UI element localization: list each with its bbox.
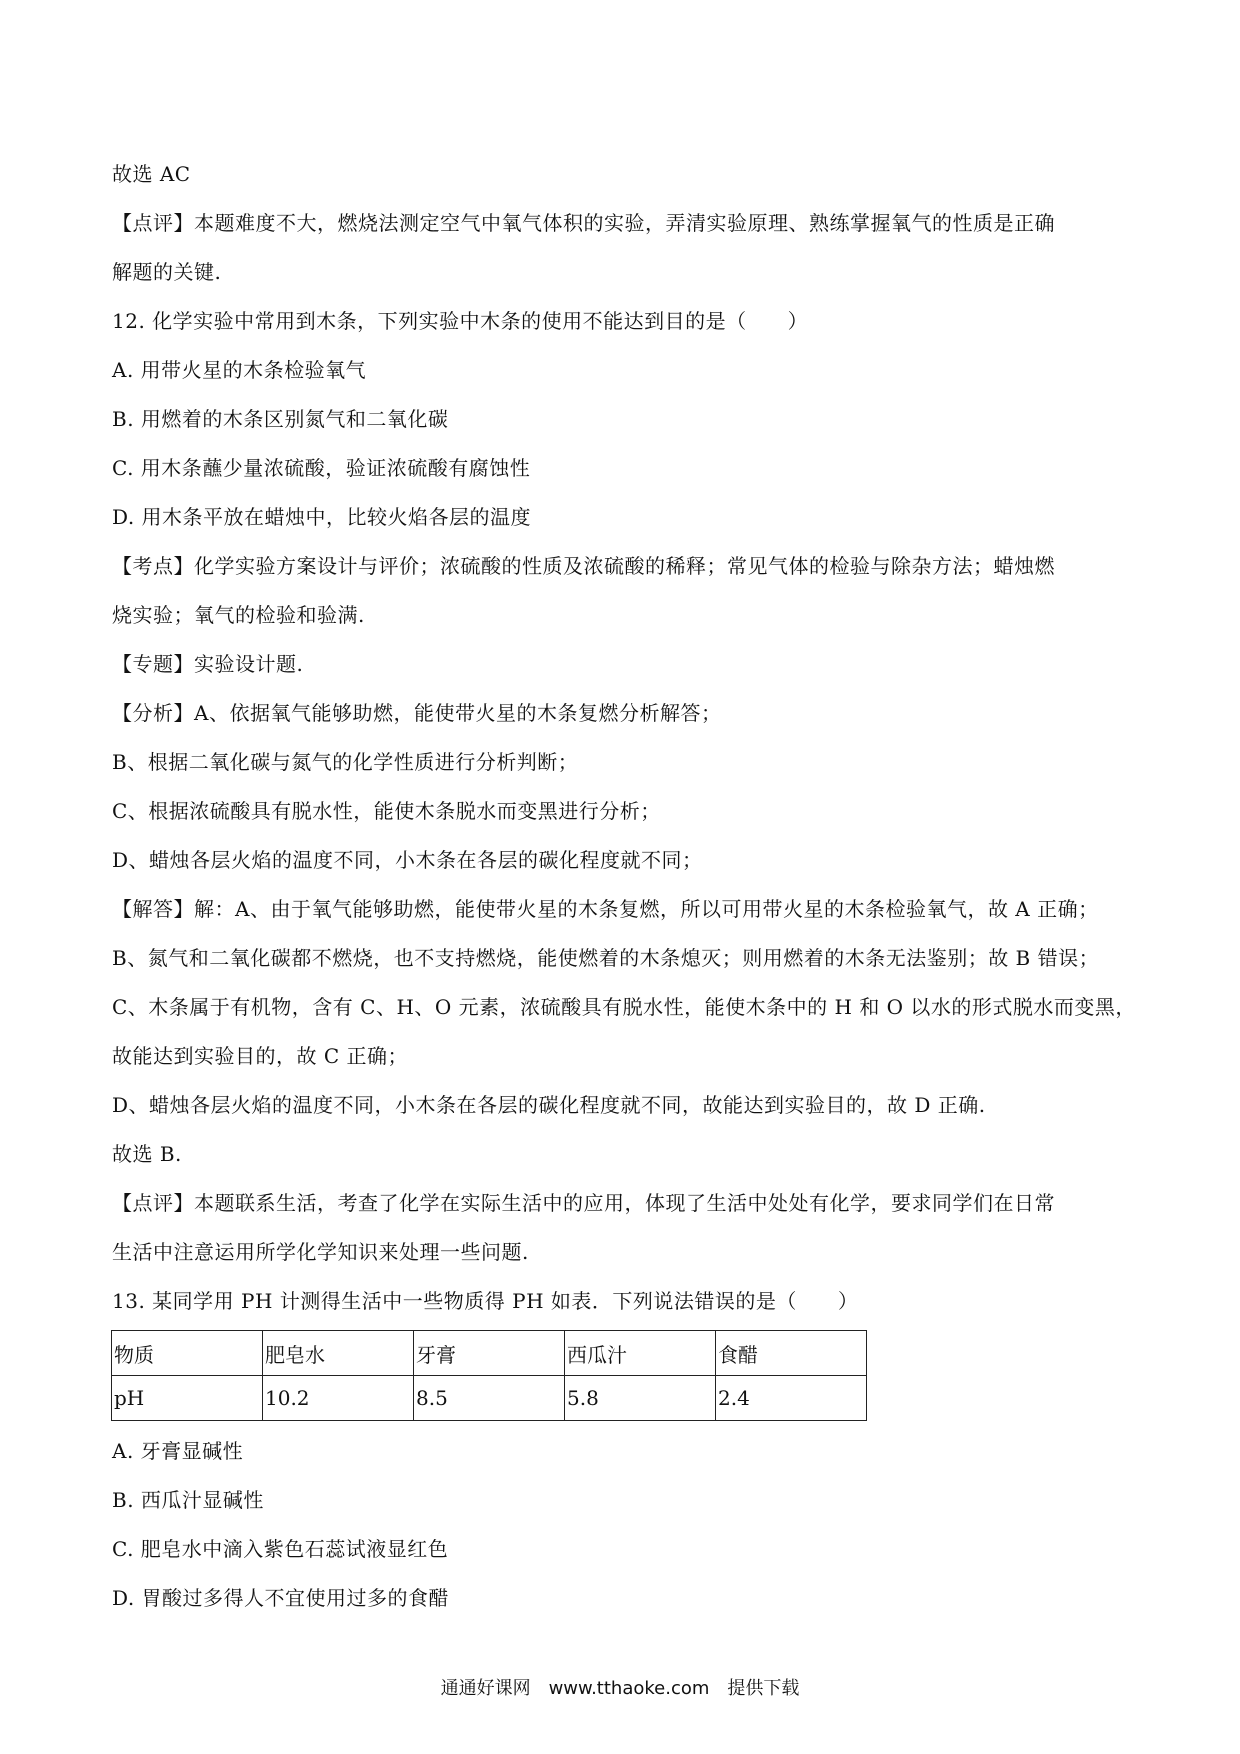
- ph-table: [111, 1330, 867, 1421]
- ph-table-cell: pH: [112, 1376, 263, 1421]
- q12-stem: 12. 化学实验中常用到木条，下列实验中木条的使用不能达到目的是（ ）: [112, 309, 809, 333]
- q12-answer-line-4: 故能达到实验目的，故 C 正确；: [112, 1044, 409, 1068]
- q12-analysis-line-2: B、根据二氧化碳与氮气的化学性质进行分析判断；: [112, 750, 579, 774]
- q13-stem: 13. 某同学用 PH 计测得生活中一些物质得 PH 如表．下列说法错误的是（ ）: [112, 1289, 859, 1313]
- ph-table-cell: 西瓜汁: [565, 1331, 716, 1376]
- q12-analysis-line-1: 【分析】A、依据氧气能够助燃，能使带火星的木条复燃分析解答；: [112, 701, 722, 725]
- q12-choice: 故选 B.: [112, 1142, 182, 1166]
- q12-kaodian-line-2: 烧实验；氧气的检验和验满.: [112, 603, 365, 627]
- q13-option-a: A. 牙膏显碱性: [112, 1439, 244, 1463]
- ph-table-cell: 物质: [112, 1331, 263, 1376]
- ph-table-header-row: [112, 1331, 867, 1376]
- q13-option-c: C. 肥皂水中滴入紫色石蕊试液显红色: [112, 1537, 449, 1561]
- q12-zhuanti: 【专题】实验设计题.: [112, 652, 304, 676]
- q12-comment-line-2: 生活中注意运用所学化学知识来处理一些问题.: [112, 1240, 529, 1264]
- ph-table-cell: 肥皂水: [263, 1331, 414, 1376]
- ph-table-cell: 8.5: [414, 1376, 565, 1421]
- q12-option-c: C. 用木条蘸少量浓硫酸，验证浓硫酸有腐蚀性: [112, 456, 531, 480]
- q12-comment-line-1: 【点评】本题联系生活，考查了化学在实际生活中的应用，体现了生活中处处有化学，要求同学们在日常: [112, 1191, 1055, 1215]
- prev-choice: 故选 AC: [112, 162, 191, 186]
- q12-option-b: B. 用燃着的木条区别氮气和二氧化碳: [112, 407, 449, 431]
- q13-option-d: D. 胃酸过多得人不宜使用过多的食醋: [112, 1586, 450, 1610]
- q12-option-d: D. 用木条平放在蜡烛中，比较火焰各层的温度: [112, 505, 532, 529]
- q12-answer-line-5: D、蜡烛各层火焰的温度不同，小木条在各层的碳化程度就不同，故能达到实验目的，故 D 正确.: [112, 1093, 986, 1117]
- q12-answer-line-3: C、木条属于有机物，含有 C、H、O 元素，浓硫酸具有脱水性，能使木条中的 H 和 O 以水的形式脱水而变黑，: [112, 995, 1136, 1019]
- ph-table-cell: 10.2: [263, 1376, 414, 1421]
- q12-analysis-line-4: D、蜡烛各层火焰的温度不同，小木条在各层的碳化程度就不同；: [112, 848, 703, 872]
- q12-answer-line-2: B、氮气和二氧化碳都不燃烧，也不支持燃烧，能使燃着的木条熄灭；则用燃着的木条无法鉴别；故 B 错误；: [112, 946, 1100, 970]
- document-body: [112, 150, 1136, 1623]
- q12-kaodian-line-1: 【考点】化学实验方案设计与评价；浓硫酸的性质及浓硫酸的稀释；常见气体的检验与除杂方法；蜡烛燃: [112, 554, 1055, 578]
- q12-answer-line-1: 【解答】解：A、由于氧气能够助燃，能使带火星的木条复燃，所以可用带火星的木条检验氧气，故 A 正确；: [112, 897, 1099, 921]
- ph-table-cell: 食醋: [716, 1331, 867, 1376]
- q13-option-b: B. 西瓜汁显碱性: [112, 1488, 264, 1512]
- ph-table-cell: 牙膏: [414, 1331, 565, 1376]
- q12-option-a: A. 用带火星的木条检验氧气: [112, 358, 367, 382]
- prev-comment-line-2: 解题的关键.: [112, 260, 222, 284]
- footer-download-note: 通通好课网 www.tthaoke.com 提供下载: [440, 1678, 800, 1699]
- ph-table-cell: 5.8: [565, 1376, 716, 1421]
- q12-analysis-line-3: C、根据浓硫酸具有脱水性，能使木条脱水而变黑进行分析；: [112, 799, 661, 823]
- prev-comment-line-1: 【点评】本题难度不大，燃烧法测定空气中氧气体积的实验，弄清实验原理、熟练掌握氧气的性质是正确: [112, 211, 1055, 235]
- ph-table-value-row: [112, 1376, 867, 1421]
- ph-table-cell: 2.4: [716, 1376, 867, 1421]
